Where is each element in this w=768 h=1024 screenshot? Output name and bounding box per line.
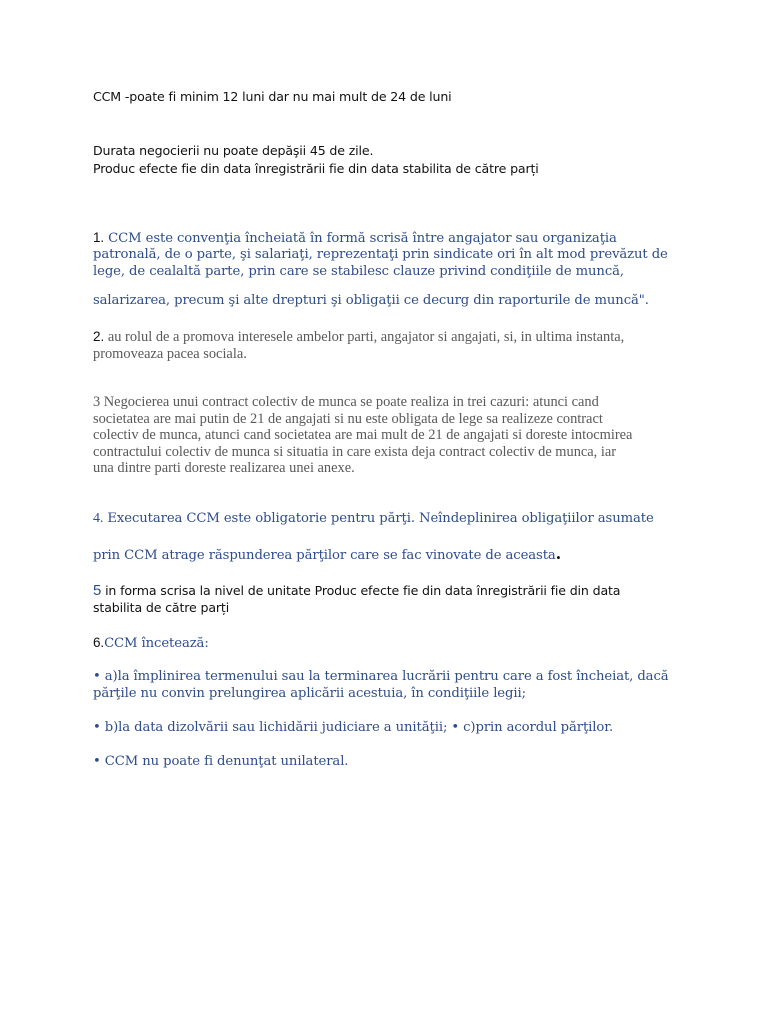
item-1-line-4: salarizarea, precum şi alte drepturi şi obligaţii ce decurg din raporturile de muncă". — [93, 293, 649, 308]
item-3-line-3: colectiv de munca, atunci cand societatea are mai mult de 21 de angajati si doreste intocmirea — [93, 427, 633, 443]
ccm-duration-line: CCM -poate fi minim 12 luni dar nu mai mult de 24 de luni — [93, 89, 452, 104]
item-4-line-1 — [93, 511, 654, 527]
item-3-line-2: societatea are mai putin de 21 de angajati si nu este obligata de lege sa realizeze contract — [93, 411, 603, 427]
item-6-bullet-b-c: • b)la data dizolvării sau lichidării judiciare a unităţii; • c)prin acordul părţilor. — [93, 720, 614, 735]
item-3-line-1: 3 Negocierea unui contract colectiv de munca se poate realiza in trei cazuri: atunci cand — [93, 394, 599, 410]
item-2-text-1: au rolul de a promova interesele ambelor parti, angajator si angajati, si, in ultima instanta, — [107, 329, 625, 345]
item-1-line-1 — [93, 230, 617, 246]
item-1-number: 1. — [93, 230, 105, 245]
item-2-line-2: promoveaza pacea sociala. — [93, 346, 247, 362]
effects-line: Produc efecte fie din data înregistrării fie din data stabilita de către parți — [93, 161, 539, 176]
item-2-number: 2. — [93, 329, 105, 344]
negotiation-duration-line: Durata negocierii nu poate depăşii 45 de zile. — [93, 143, 374, 158]
item-6-bullet-a-line-2: părţile nu convin prelungirea aplicării acestuia, în condiţiile legii; — [93, 686, 526, 701]
item-1-line-2: patronală, de o parte, şi salariaţi, reprezentaţi prin sindicate ori în alt mod prevăzut de — [93, 247, 668, 262]
item-3-line-4: contractului colectiv de munca si situatia in care exista deja contract colectiv de munca, iar — [93, 444, 617, 460]
item-5-text-1: in forma scrisa la nivel de unitate Produc efecte fie din data înregistrării fie din data — [105, 583, 621, 598]
item-4-end-mark: . — [555, 544, 562, 563]
item-6-number: 6. — [93, 635, 105, 650]
item-4-number: 4. — [93, 511, 104, 526]
item-1-line-3: lege, de cealaltă parte, prin care se stabilesc clauze privind condiţiile de muncă, — [93, 264, 624, 279]
item-5-line-1 — [93, 582, 620, 599]
item-4-text-2: prin CCM atrage răspunderea părţilor care se fac vinovate de aceasta — [93, 548, 556, 563]
item-2-line-1 — [93, 329, 624, 346]
item-6-bullet-a-line-1: • a)la împlinirea termenului sau la terminarea lucrării pentru care a fost încheiat, dacă — [93, 669, 669, 684]
item-4-text-1: Executarea CCM este obligatorie pentru părţi. Neîndeplinirea obligaţiilor asumate — [107, 511, 654, 526]
item-3-line-5: una dintre parti doreste realizarea unei anexe. — [93, 460, 355, 476]
item-1-text-1: CCM este convenţia încheiată în formă scrisă între angajator sau organizaţia — [108, 231, 617, 246]
item-6-heading: CCM încetează: — [104, 636, 209, 651]
item-6-bullet-unilateral: • CCM nu poate fi denunţat unilateral. — [93, 754, 349, 769]
item-5-number: 5 — [93, 582, 102, 599]
item-6-heading-line — [93, 635, 209, 651]
item-4-line-2 — [93, 544, 561, 563]
item-5-line-2: stabilita de către parți — [93, 600, 230, 615]
